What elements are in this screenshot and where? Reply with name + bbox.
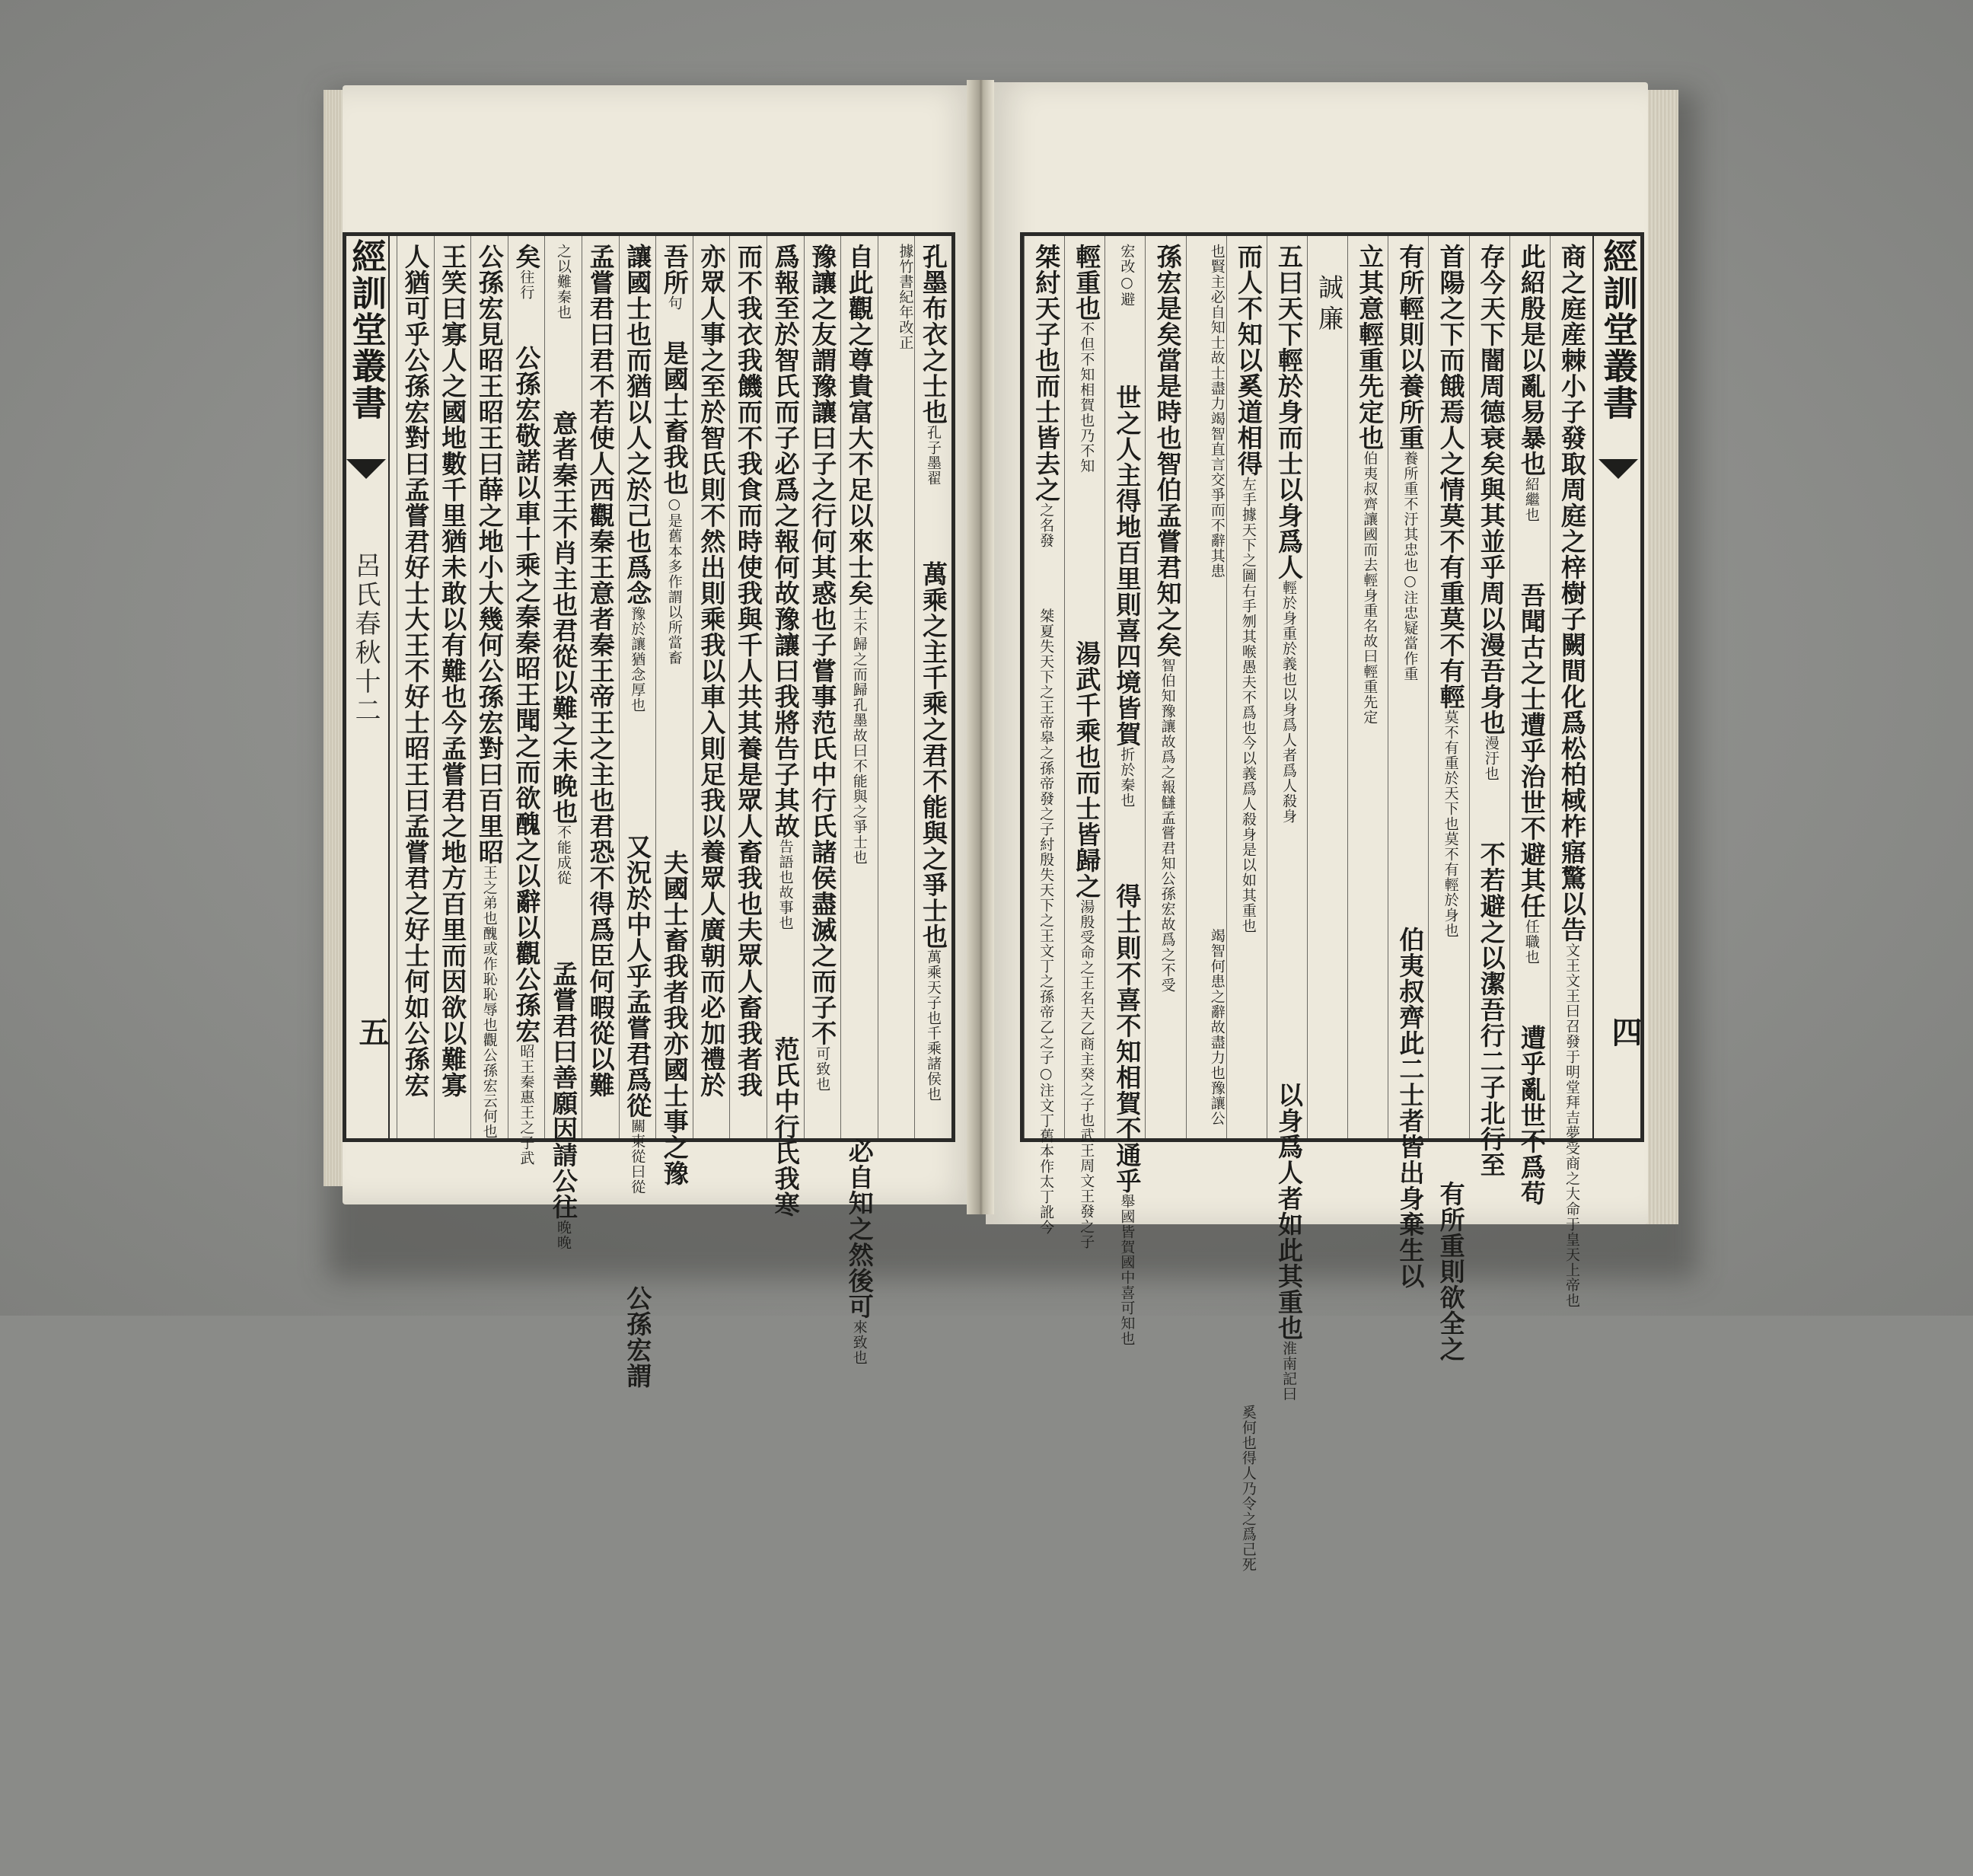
commentary-text: 智伯知豫讓故爲之報讎孟嘗君知公孫宏故爲之不受 — [1159, 658, 1176, 993]
commentary-text: 孔子墨翟 — [924, 425, 942, 486]
column-rule — [544, 236, 545, 1138]
commentary-text: 昭王秦惠王之子武 — [518, 1044, 535, 1166]
text-column — [620, 244, 655, 1389]
main-text: 豫讓之友謂豫讓曰子之行何其惑也子嘗事范氏中行氏諸侯盡滅之而子不 — [808, 244, 838, 1046]
column-rule — [914, 236, 915, 1138]
text-column — [694, 244, 728, 1131]
right-margin-strip — [1592, 232, 1643, 1142]
main-text: 遭乎亂世不爲苟 — [1516, 1025, 1547, 1206]
column-rule — [1104, 236, 1105, 1138]
main-text: 亦眾人事之至於智氏則不然出則乘我以車入則足我以養眾人廣朝而必加禮於 — [696, 244, 727, 1098]
main-text: 不若避之以潔吾行二子北行至 — [1476, 841, 1506, 1178]
commentary-text: 舉國皆賀國中喜可知也 — [1118, 1194, 1136, 1346]
text-column — [1106, 244, 1143, 1346]
main-text: 以身爲人者如此其重也 — [1273, 1082, 1304, 1341]
book-gutter — [967, 80, 994, 1214]
commentary-text: 往行 — [518, 270, 535, 300]
text-column — [1025, 244, 1063, 1235]
commentary-text: 關東從曰從 — [629, 1118, 646, 1195]
main-text: 孫宏是矣當是時也智伯孟嘗君知之矣 — [1152, 244, 1183, 658]
main-text: 人猶可乎公孫宏對曰孟嘗君好士大王不好士昭王曰孟嘗君之好士何如公孫宏 — [400, 244, 431, 1098]
main-text: 吾所 — [659, 244, 690, 295]
commentary-text: 不但不知相賀也乃不知 — [1078, 321, 1095, 474]
column-rule — [1550, 236, 1551, 1138]
text-column — [1349, 244, 1386, 1131]
main-text: 公孫宏見昭王昭王曰薛之地小大幾何公孫宏對曰百里昭 — [474, 244, 505, 865]
text-column — [1187, 244, 1225, 1131]
main-text: 王笑曰寡人之國地數千里猶未敢以有難也今孟嘗君之地方百里而因欲以難寡 — [438, 244, 468, 1098]
left-text-frame — [343, 232, 955, 1389]
main-text: 意者秦王不肖主也君從以難之未晚也 — [548, 410, 579, 825]
main-text: 得士則不喜不知相賀不通乎 — [1112, 883, 1143, 1194]
commentary-text: 莫不有重於天下也莫不有輕於身也 — [1442, 710, 1459, 938]
column-rule — [1347, 236, 1348, 1138]
main-text: 有所輕則以養所重 — [1395, 244, 1426, 451]
main-text: 是國士畜我也 — [659, 340, 690, 496]
main-text: 公孫宏敬諾以車十乘之秦秦昭王聞之而欲醜之以辭以觀公孫宏 — [512, 345, 542, 1044]
main-text: 此紹殷是以亂易暴也 — [1516, 244, 1547, 477]
text-column — [768, 244, 802, 1217]
section-heading: 誠廉 — [1315, 274, 1345, 337]
main-text: 湯武千乘也而士皆歸之 — [1072, 640, 1102, 899]
commentary-text: 伯夷叔齊讓國而去輕身重名故曰輕重先定 — [1361, 451, 1379, 725]
main-text: 爲報至於智氏而子必爲之報何故豫讓曰我將告子其故 — [770, 244, 801, 839]
main-text: 吾聞古之士遭乎治世不避其任 — [1516, 582, 1547, 919]
main-text: 矣 — [512, 244, 542, 270]
main-text: 夫國士畜我者我亦國士事之豫 — [659, 850, 690, 1186]
column-rule — [1064, 236, 1065, 1138]
main-text: 輕重也 — [1072, 244, 1102, 321]
commentary-text: 也賢主必自知士故士盡力竭智直言交爭而不辭其患 — [1208, 244, 1226, 579]
main-text: 孟嘗君曰君不若使人西觀秦王意者秦王帝王之主也君恐不得爲臣何暇從以難 — [585, 244, 616, 1098]
left-text-columns — [346, 236, 951, 1389]
commentary-text: 任職也 — [1522, 919, 1540, 965]
commentary-text: 萬乘天子也千乘諸侯也 — [924, 949, 942, 1102]
commentary-text: 折於秦也 — [1118, 747, 1136, 808]
text-column — [1308, 244, 1346, 1131]
main-text: 孟嘗君曰善願因請公往 — [548, 961, 579, 1220]
text-column — [1268, 244, 1305, 1402]
main-text: 必自知之然後可 — [844, 1138, 875, 1319]
text-column — [435, 244, 470, 1131]
commentary-text: 之名發 — [1037, 502, 1055, 548]
column-rule — [1024, 236, 1025, 1138]
column-rule — [1145, 236, 1146, 1138]
text-column — [1066, 244, 1103, 1249]
left-page-number: 五 — [354, 1016, 390, 1047]
main-text: 而人不知以奚道相得 — [1233, 244, 1264, 477]
commentary-text: 豫於讓猶念厚也 — [629, 606, 646, 713]
commentary-text: 來致也 — [850, 1319, 868, 1365]
column-rule — [1469, 236, 1470, 1138]
commentary-text: 不能成從 — [554, 825, 572, 885]
commentary-text: 竭智何患之辭故盡力也豫讓公 — [1208, 928, 1226, 1126]
text-column — [1146, 244, 1184, 1131]
text-column — [583, 244, 617, 1131]
commentary-text: 左手據天下之圖右手刎其喉愚夫不爲也今以義爲人殺身是以如其重也 — [1239, 477, 1257, 933]
commentary-text: 據竹書紀年改正 — [897, 244, 914, 350]
commentary-text: 告語也故事也 — [776, 839, 794, 930]
text-column — [916, 244, 950, 1131]
right-text-columns — [1024, 236, 1640, 1572]
text-column — [731, 244, 765, 1131]
main-text: 桀紂天子也而士皆去之 — [1031, 244, 1062, 502]
commentary-text: 文王文王曰召發于明堂拜吉夢受商之大命于皇天上帝也 — [1563, 943, 1580, 1308]
commentary-text: 句 — [665, 295, 683, 311]
text-column — [1389, 244, 1426, 1289]
text-column — [509, 244, 543, 1166]
text-column — [1471, 244, 1508, 1178]
commentary-text: 輕於身重於義也以身爲人者爲人殺身 — [1280, 580, 1297, 824]
right-margin-title: 經訓堂叢書 — [1598, 238, 1639, 421]
left-margin-title: 經訓堂叢書 — [346, 238, 387, 421]
commentary-text: 湯殷受命之王名天乙商主癸之子也武王周文王發之子 — [1078, 899, 1095, 1249]
main-text: 萬乘之主千乘之君不能與之爭士也 — [918, 561, 948, 949]
text-column — [1430, 244, 1467, 1362]
column-rule — [729, 236, 730, 1138]
text-column — [1511, 244, 1548, 1206]
right-page-number: 四 — [1607, 1016, 1643, 1047]
main-text: 有所重則欲全之 — [1436, 1181, 1466, 1362]
main-text: 存今天下闇周德衰矣與其並乎周以漫吾身也 — [1476, 244, 1506, 735]
text-column — [805, 244, 840, 1131]
main-text: 公孫宏謂 — [623, 1285, 653, 1389]
commentary-text: 晚晚 — [554, 1220, 572, 1250]
commentary-text: 養所重不汙其忠也○注忠疑當作重 — [1401, 451, 1419, 681]
main-text: 而不我衣我饑而不我食而時使我與千人共其養是眾人畜我也夫眾人畜我者我 — [733, 244, 763, 1098]
text-column — [842, 244, 876, 1365]
left-margin-strip — [343, 232, 390, 1142]
commentary-text: 王之弟也醜或作恥恥辱也觀公孫宏云何也 — [480, 865, 498, 1139]
column-rule — [1226, 236, 1227, 1138]
text-column — [398, 244, 432, 1131]
main-text: 五曰天下輕於身而士以身爲人 — [1273, 244, 1304, 580]
main-text: 首陽之下而餓焉人之情莫不有重莫不有輕 — [1436, 244, 1466, 710]
commentary-text: 紹繼也 — [1522, 477, 1540, 522]
column-rule — [470, 236, 471, 1138]
commentary-text: 可致也 — [814, 1046, 831, 1092]
text-column — [879, 244, 913, 1131]
column-rule — [1307, 236, 1308, 1138]
main-text: 伯夷叔齊此二士者皆出身棄生以 — [1395, 927, 1426, 1289]
text-column — [1551, 244, 1589, 1308]
commentary-text: 之以難秦也 — [554, 244, 572, 320]
column-rule — [655, 236, 656, 1138]
left-margin-subtitle: 呂氏春秋十二 — [350, 552, 381, 726]
main-text: 世之人主得地百里則喜四境皆賀 — [1112, 384, 1143, 747]
text-column — [657, 244, 691, 1186]
commentary-text: ○是舊本多作謂以所當畜 — [665, 496, 683, 665]
main-text: 又況於中人乎孟嘗君爲從 — [623, 834, 653, 1118]
column-rule — [804, 236, 805, 1138]
right-fishtail-mark — [1598, 459, 1638, 479]
main-text: 讓國士也而猶以人之於己也爲念 — [623, 244, 653, 606]
text-column — [472, 244, 506, 1139]
column-rule — [434, 236, 435, 1138]
column-rule — [1509, 236, 1510, 1138]
column-rule — [619, 236, 620, 1138]
text-column — [1228, 244, 1265, 1572]
right-text-frame — [1020, 232, 1644, 1572]
main-text: 范氏中行氏我寒 — [770, 1036, 801, 1217]
main-text: 孔墨布衣之士也 — [918, 244, 948, 425]
column-rule — [840, 236, 841, 1138]
column-rule — [1186, 236, 1187, 1138]
commentary-text: 淮南記曰 — [1280, 1341, 1297, 1402]
text-column — [546, 244, 580, 1250]
main-text: 自此觀之尊貴富大不足以來士矣 — [844, 244, 875, 606]
main-text: 商之庭産棘小子發取周庭之梓樹子闕間化爲松柏棫柞寤驚以告 — [1557, 244, 1587, 943]
commentary-text: 漫汙也 — [1482, 735, 1500, 781]
commentary-text: 奚何也得人乃令之爲己死 — [1239, 1405, 1257, 1572]
commentary-text: 宏改○避 — [1118, 244, 1136, 307]
column-rule — [1428, 236, 1429, 1138]
commentary-text: 桀夏失天下之王帝皋之孫帝發之子紂殷失天下之王文丁之孫帝乙之子○注文丁舊本作太丁訛今 — [1037, 608, 1055, 1235]
commentary-text: 士不歸之而歸孔墨故曰不能與之爭士也 — [850, 606, 868, 865]
left-fishtail-mark — [346, 459, 386, 479]
main-text: 立其意輕重先定也 — [1355, 244, 1385, 451]
